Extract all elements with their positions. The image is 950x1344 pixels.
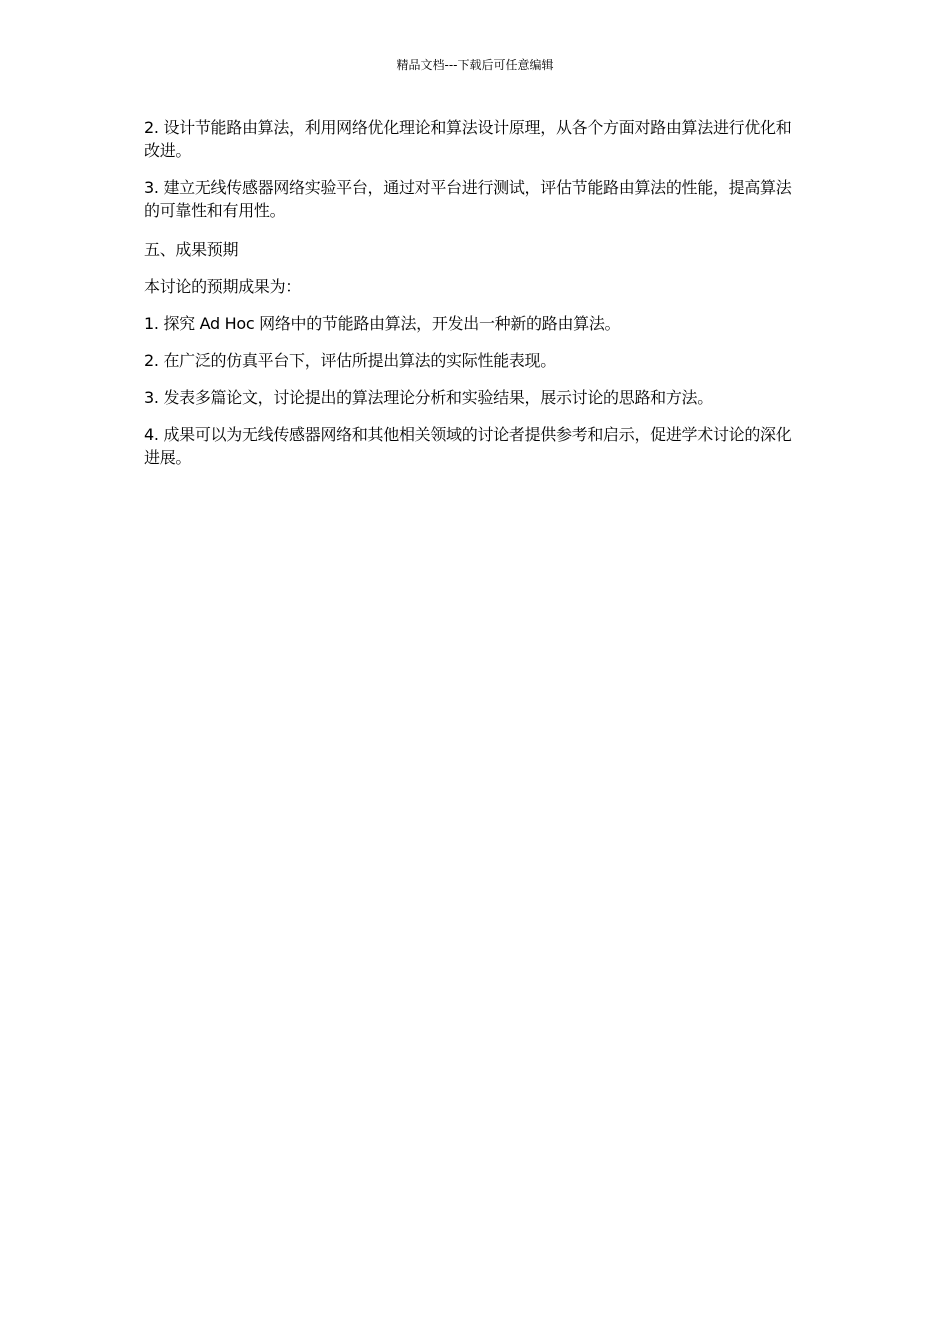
paragraph-experiment-platform: 3. 建立无线传感器网络实验平台，通过对平台进行测试，评估节能路由算法的性能，提高算法的可靠性和有用性。 bbox=[144, 178, 792, 220]
paragraph-design-algorithm: 2. 设计节能路由算法，利用网络优化理论和算法设计原理，从各个方面对路由算法进行优化和改进。 bbox=[144, 118, 792, 160]
paragraph-results-intro: 本讨论的预期成果为： bbox=[144, 277, 302, 296]
section-heading-expected-results: 五、成果预期 bbox=[144, 240, 239, 259]
list-item-result-2: 2. 在广泛的仿真平台下，评估所提出算法的实际性能表现。 bbox=[144, 351, 556, 370]
list-item-result-4: 4. 成果可以为无线传感器网络和其他相关领域的讨论者提供参考和启示，促进学术讨论的深化进展。 bbox=[144, 425, 792, 467]
document-body bbox=[144, 116, 806, 483]
list-item-result-1: 1. 探究 Ad Hoc 网络中的节能路由算法，开发出一种新的路由算法。 bbox=[144, 314, 621, 333]
list-item-result-3: 3. 发表多篇论文，讨论提出的算法理论分析和实验结果，展示讨论的思路和方法。 bbox=[144, 388, 713, 407]
page-header: 精品文档---下载后可任意编辑 bbox=[396, 58, 554, 72]
